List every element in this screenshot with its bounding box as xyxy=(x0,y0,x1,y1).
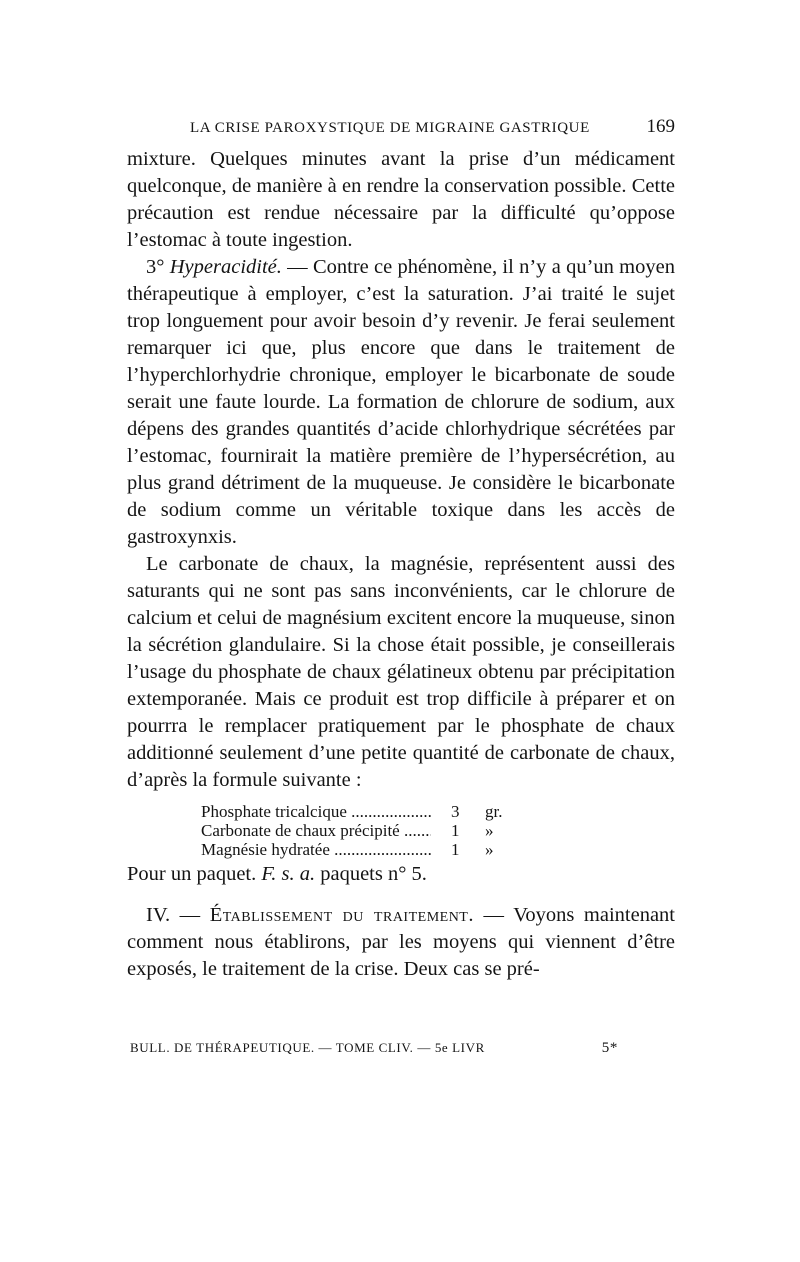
paragraph-1: mixture. Quelques minutes avant la prise d’un médicament quelconque, de manière à en rendre la conservation possible. Cette précaution est rendue nécessaire par la difficulté qu’oppose l’estomac à toute ingestion. xyxy=(127,148,675,251)
list-number: 3° xyxy=(146,256,170,278)
running-title: LA CRISE PAROXYSTIQUE DE MIGRAINE GASTRIQUE xyxy=(190,120,590,136)
paragraph-hyperacidite xyxy=(127,254,675,551)
page-footer xyxy=(130,1040,618,1057)
ingredient-unit: » xyxy=(485,821,494,840)
ingredient-name: Phosphate tricalcique ..... xyxy=(201,802,431,821)
ingredient-unit: gr. xyxy=(485,802,503,821)
section-iv xyxy=(127,902,675,983)
ingredient-dose: 3 xyxy=(451,802,460,821)
formula-note-suffix: paquets n° 5. xyxy=(315,863,427,885)
paragraph-carbonate: Le carbonate de chaux, la magnésie, représentent aussi des saturants qui ne sont pas sans inconvénients, car le chlorure de calcium et celui de magnésium excitent encore la muqueuse, sinon la sécrétion glandulaire. Si la chose était possible, je conseillerais l’usage du phosphate de chaux gélatineux obtenu par précipitation extemporanée. Mais ce produit est trop difficile à préparer et on pourrra le remplacer pratiquement par le phosphate de chaux additionné seulement d’une petite quantité de carbonate de chaux, d’après la formule suivante : xyxy=(127,553,675,791)
formula-row xyxy=(201,802,675,821)
paragraph-2-text: — Contre ce phénomène, il n’y a qu’un moyen thérapeutique à employer, c’est la saturation. J’ai traité le sujet trop longuement pour avoir besoin d’y revenir. Je ferai seulement remarquer ici que, plus encore que dans le traitement de l’hyperchlorhydrie chronique, employer le bicarbonate de soude serait une faute lourde. La formation de chlorure de sodium, aux dépens des grandes quantités d’acide chlorhydrique sécrétées par l’estomac, fournirait la matière première de l’hypersécrétion, au plus grand détriment de la muqueuse. Je considère le bicarbonate de sodium comme un véritable toxique dans les accès de gastroxynxis. xyxy=(127,256,675,548)
signature-mark: 5* xyxy=(601,1040,618,1056)
page-number: 169 xyxy=(646,116,675,137)
ingredient-dose: 1 xyxy=(451,840,460,859)
prescription-formula xyxy=(127,802,675,859)
formula-row xyxy=(201,840,675,859)
formula-note-abbrev: F. s. a. xyxy=(261,863,316,885)
term-hyperacidite: Hyperacidité. xyxy=(169,256,282,278)
section-text: — Voyons maintenant comment nous établirons, par les moyens qui viennent d’être exposés, le traitement de la crise. Deux cas se pré- xyxy=(127,904,675,980)
section-title: Établissement du traitement. xyxy=(209,904,474,926)
ingredient-unit: » xyxy=(485,840,494,859)
page-body xyxy=(127,146,675,983)
ingredient-name: Magnésie hydratée ..... xyxy=(201,840,431,859)
formula-row xyxy=(201,821,675,840)
running-header xyxy=(190,116,675,140)
journal-reference: BULL. DE THÉRAPEUTIQUE. — TOME CLIV. — 5e LIVR xyxy=(130,1040,485,1055)
ingredient-dose: 1 xyxy=(451,821,460,840)
formula-note xyxy=(127,861,675,888)
ingredient-name: Carbonate de chaux précipité ..... xyxy=(201,821,431,840)
section-number: IV. — xyxy=(146,904,210,926)
formula-note-prefix: Pour un paquet. xyxy=(127,863,262,885)
